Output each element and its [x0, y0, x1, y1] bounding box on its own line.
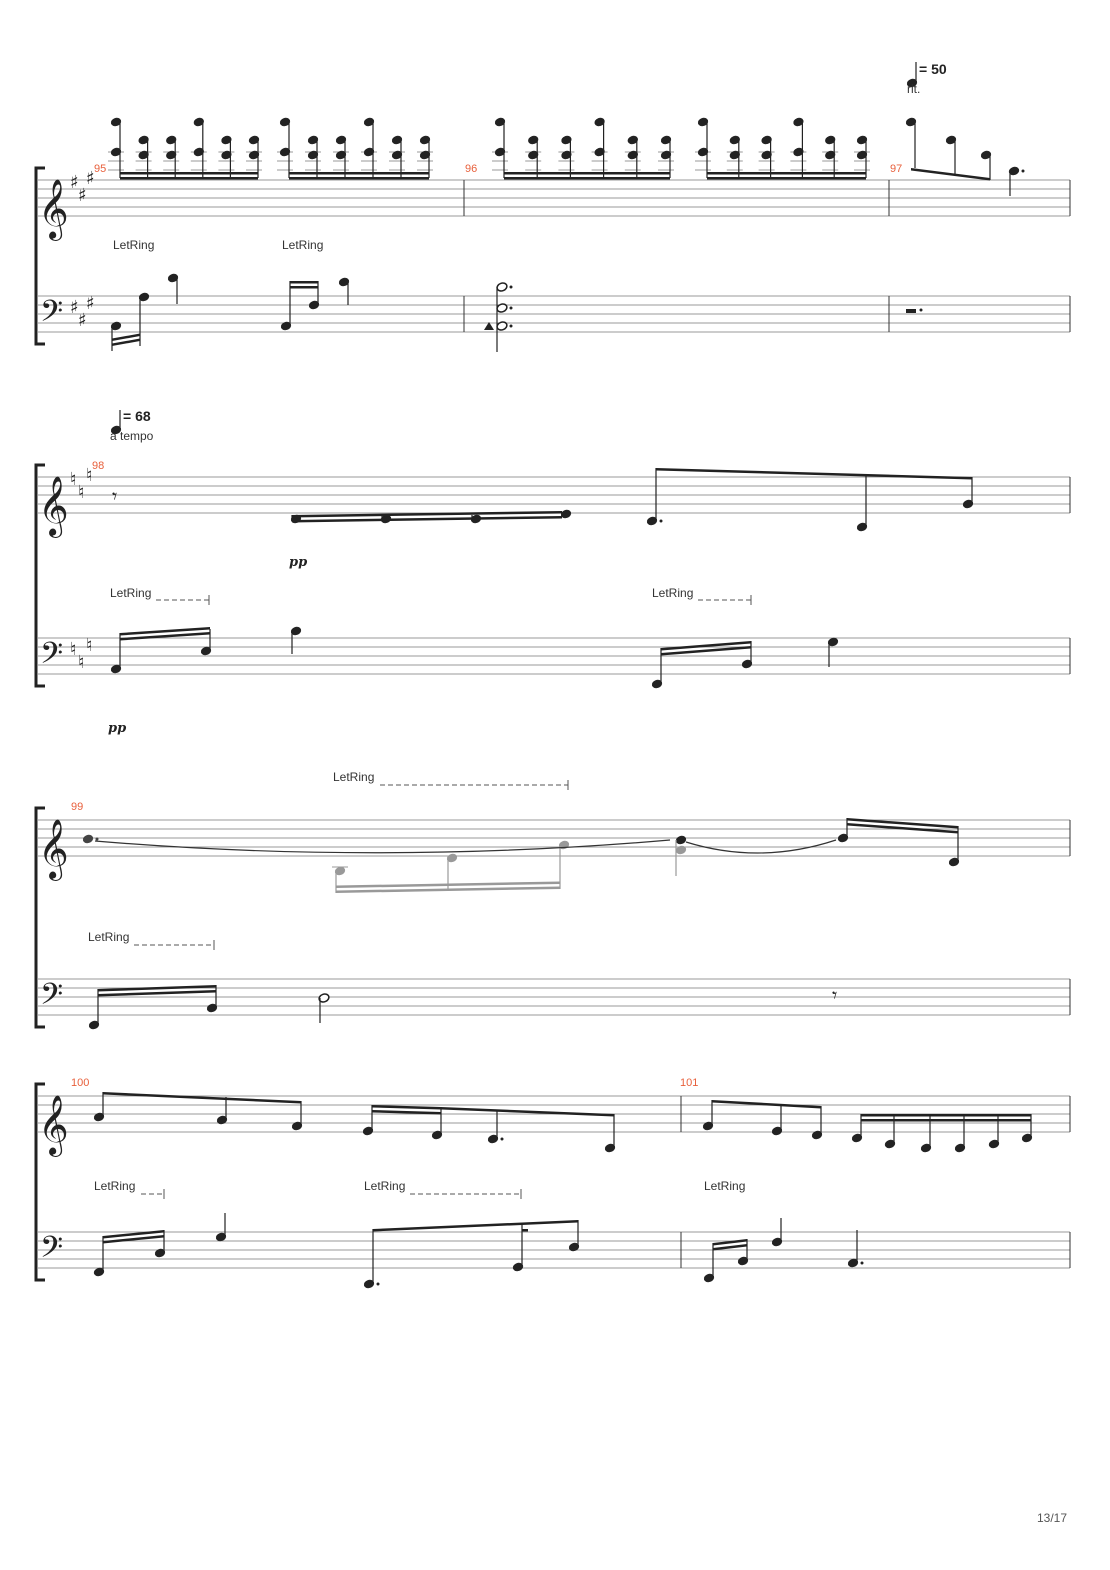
measure-number: 97: [890, 163, 903, 175]
beam: [861, 1114, 1031, 1117]
staff-lines: [38, 180, 1070, 1268]
key-signature-accidental: ♮: [86, 465, 93, 486]
beam: [713, 1239, 747, 1246]
beam: [290, 286, 318, 289]
augmentation-dot: [510, 286, 513, 289]
treble-clef-icon: 𝄞: [38, 819, 69, 879]
let-ring-label: LetRing: [704, 1179, 746, 1193]
key-signature-accidental: ♯: [70, 297, 79, 318]
treble-clef-icon: 𝄞: [38, 179, 69, 239]
key-signature-accidental: ♯: [86, 168, 95, 189]
note-head: [82, 834, 94, 845]
beam: [372, 1105, 441, 1110]
partial-beam: [522, 1229, 528, 1232]
beam: [98, 990, 216, 997]
beam: [289, 172, 429, 175]
page-number: 13/17: [1036, 1511, 1067, 1525]
note-head: [496, 282, 508, 293]
measure-number: 99: [71, 801, 84, 813]
bass-clef-icon: 𝄢: [40, 637, 64, 678]
measure-number: 101: [680, 1077, 699, 1089]
beam: [289, 177, 429, 180]
half-rest: [906, 309, 916, 313]
beam: [292, 511, 562, 518]
tempo-marking: = 50: [919, 61, 947, 77]
dynamic-marking: pp: [289, 555, 308, 570]
beam: [707, 177, 866, 180]
augmentation-dot: [1022, 170, 1025, 173]
key-signature-accidental: ♯: [70, 172, 79, 193]
beam: [911, 168, 990, 181]
bass-clef-icon: 𝄢: [40, 978, 64, 1019]
treble-clef-icon: 𝄞: [38, 1095, 69, 1155]
beam: [861, 1119, 1031, 1122]
note-head: [675, 835, 687, 846]
note-head: [496, 303, 508, 314]
tempo-marking: = 68: [123, 408, 151, 424]
beam: [441, 1107, 614, 1117]
tempo-sub-marking: a tempo: [110, 429, 154, 443]
key-signature-accidental: ♮: [78, 482, 85, 503]
augmentation-dot: [501, 1138, 504, 1141]
augmentation-dot: [510, 325, 513, 328]
bass-clef-icon: 𝄢: [40, 1231, 64, 1272]
beam: [707, 172, 866, 175]
beam: [103, 1092, 301, 1104]
beam: [120, 172, 258, 175]
measure-number: 98: [92, 460, 105, 472]
key-signature-accidental: ♮: [70, 469, 77, 490]
let-ring-label: LetRing: [333, 770, 375, 784]
measure-number: 96: [465, 163, 478, 175]
beam: [290, 281, 318, 284]
let-ring-label: LetRing: [110, 586, 152, 600]
augmentation-dot: [861, 1262, 864, 1265]
beam: [120, 177, 258, 180]
eighth-rest: 𝄾: [832, 983, 838, 1007]
key-signature-accidental: ♯: [78, 185, 87, 206]
tempo-sub-marking: rit.: [907, 82, 921, 96]
beam: [292, 516, 562, 523]
tie-curve: [95, 840, 670, 853]
dynamic-marking: pp: [108, 721, 127, 736]
measure-number: 100: [71, 1077, 90, 1089]
key-signature-accidental: ♮: [86, 635, 93, 656]
let-ring-label: LetRing: [652, 586, 694, 600]
key-signature-accidental: ♯: [78, 310, 87, 331]
augmentation-dot: [377, 1283, 380, 1286]
let-ring-label: LetRing: [88, 930, 130, 944]
key-signature-accidental: ♮: [70, 639, 77, 660]
eighth-rest: 𝄾: [112, 484, 118, 508]
measure-number: 95: [94, 163, 107, 175]
beam: [373, 1220, 578, 1232]
let-ring-label: LetRing: [364, 1179, 406, 1193]
beam: [504, 172, 670, 175]
let-ring-label: LetRing: [113, 238, 155, 252]
key-signature-accidental: ♯: [86, 293, 95, 314]
beam: [847, 823, 958, 834]
augmentation-dot: [660, 520, 663, 523]
key-signature-accidental: ♮: [78, 652, 85, 673]
bass-clef-icon: 𝄢: [40, 295, 64, 336]
let-ring-label: LetRing: [282, 238, 324, 252]
let-ring-label: LetRing: [94, 1179, 136, 1193]
beam: [656, 468, 972, 480]
note-head: [496, 321, 508, 332]
treble-clef-icon: 𝄞: [38, 476, 69, 536]
augmentation-dot: [510, 307, 513, 310]
clefs-and-key-signatures: [38, 168, 95, 1272]
beam: [712, 1100, 821, 1109]
note-head: [675, 845, 687, 856]
augmentation-dot: [920, 309, 923, 312]
beam: [504, 177, 670, 180]
augmentation-dot: [96, 838, 99, 841]
